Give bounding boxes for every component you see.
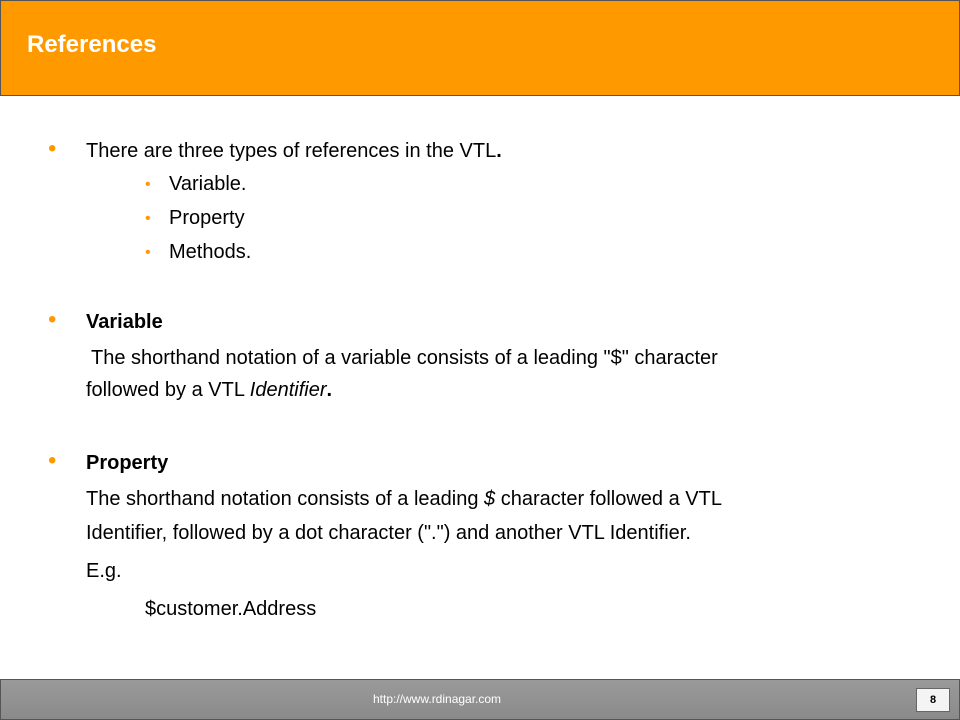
- footer-url: http://www.rdinagar.com: [373, 692, 502, 706]
- bullet-dot: •: [48, 447, 57, 474]
- intro-period: .: [496, 140, 502, 162]
- variable-period: .: [326, 379, 333, 401]
- sub-bullet-dot: •: [145, 176, 151, 193]
- sub-bullet-dot: •: [145, 210, 151, 227]
- slide-title: References: [27, 31, 157, 58]
- property-line-2: Identifier, followed by a dot character (".") and another VTL Identifier.: [86, 522, 691, 544]
- property-line-1-suffix: character followed a VTL: [495, 488, 722, 510]
- example-label: E.g.: [86, 560, 122, 582]
- property-line-1-prefix: The shorthand notation consists of a leading: [86, 488, 485, 510]
- intro-item-variable: Variable.: [169, 173, 247, 195]
- variable-line-2-prefix: followed by a VTL: [86, 379, 250, 401]
- property-heading: Property: [86, 452, 169, 474]
- page-number: 8: [916, 688, 950, 712]
- intro-text-body: There are three types of references in the VTL: [86, 140, 497, 162]
- intro-item-methods: Methods.: [169, 241, 252, 263]
- slide-footer: [0, 679, 960, 720]
- example-code: $customer.Address: [145, 598, 317, 620]
- variable-line-2: [86, 378, 332, 402]
- variable-identifier: Identifier: [249, 379, 327, 401]
- intro-item-property: Property: [169, 207, 245, 229]
- sub-bullet-dot: •: [145, 244, 151, 261]
- bullet-dot: •: [48, 135, 57, 162]
- variable-line-1: The shorthand notation of a variable consists of a leading "$" character: [91, 347, 718, 369]
- bullet-dot: •: [48, 306, 57, 333]
- intro-text: [86, 139, 502, 163]
- property-line-1: [86, 487, 722, 511]
- variable-heading: Variable: [86, 311, 163, 333]
- property-dollar: $: [484, 488, 496, 510]
